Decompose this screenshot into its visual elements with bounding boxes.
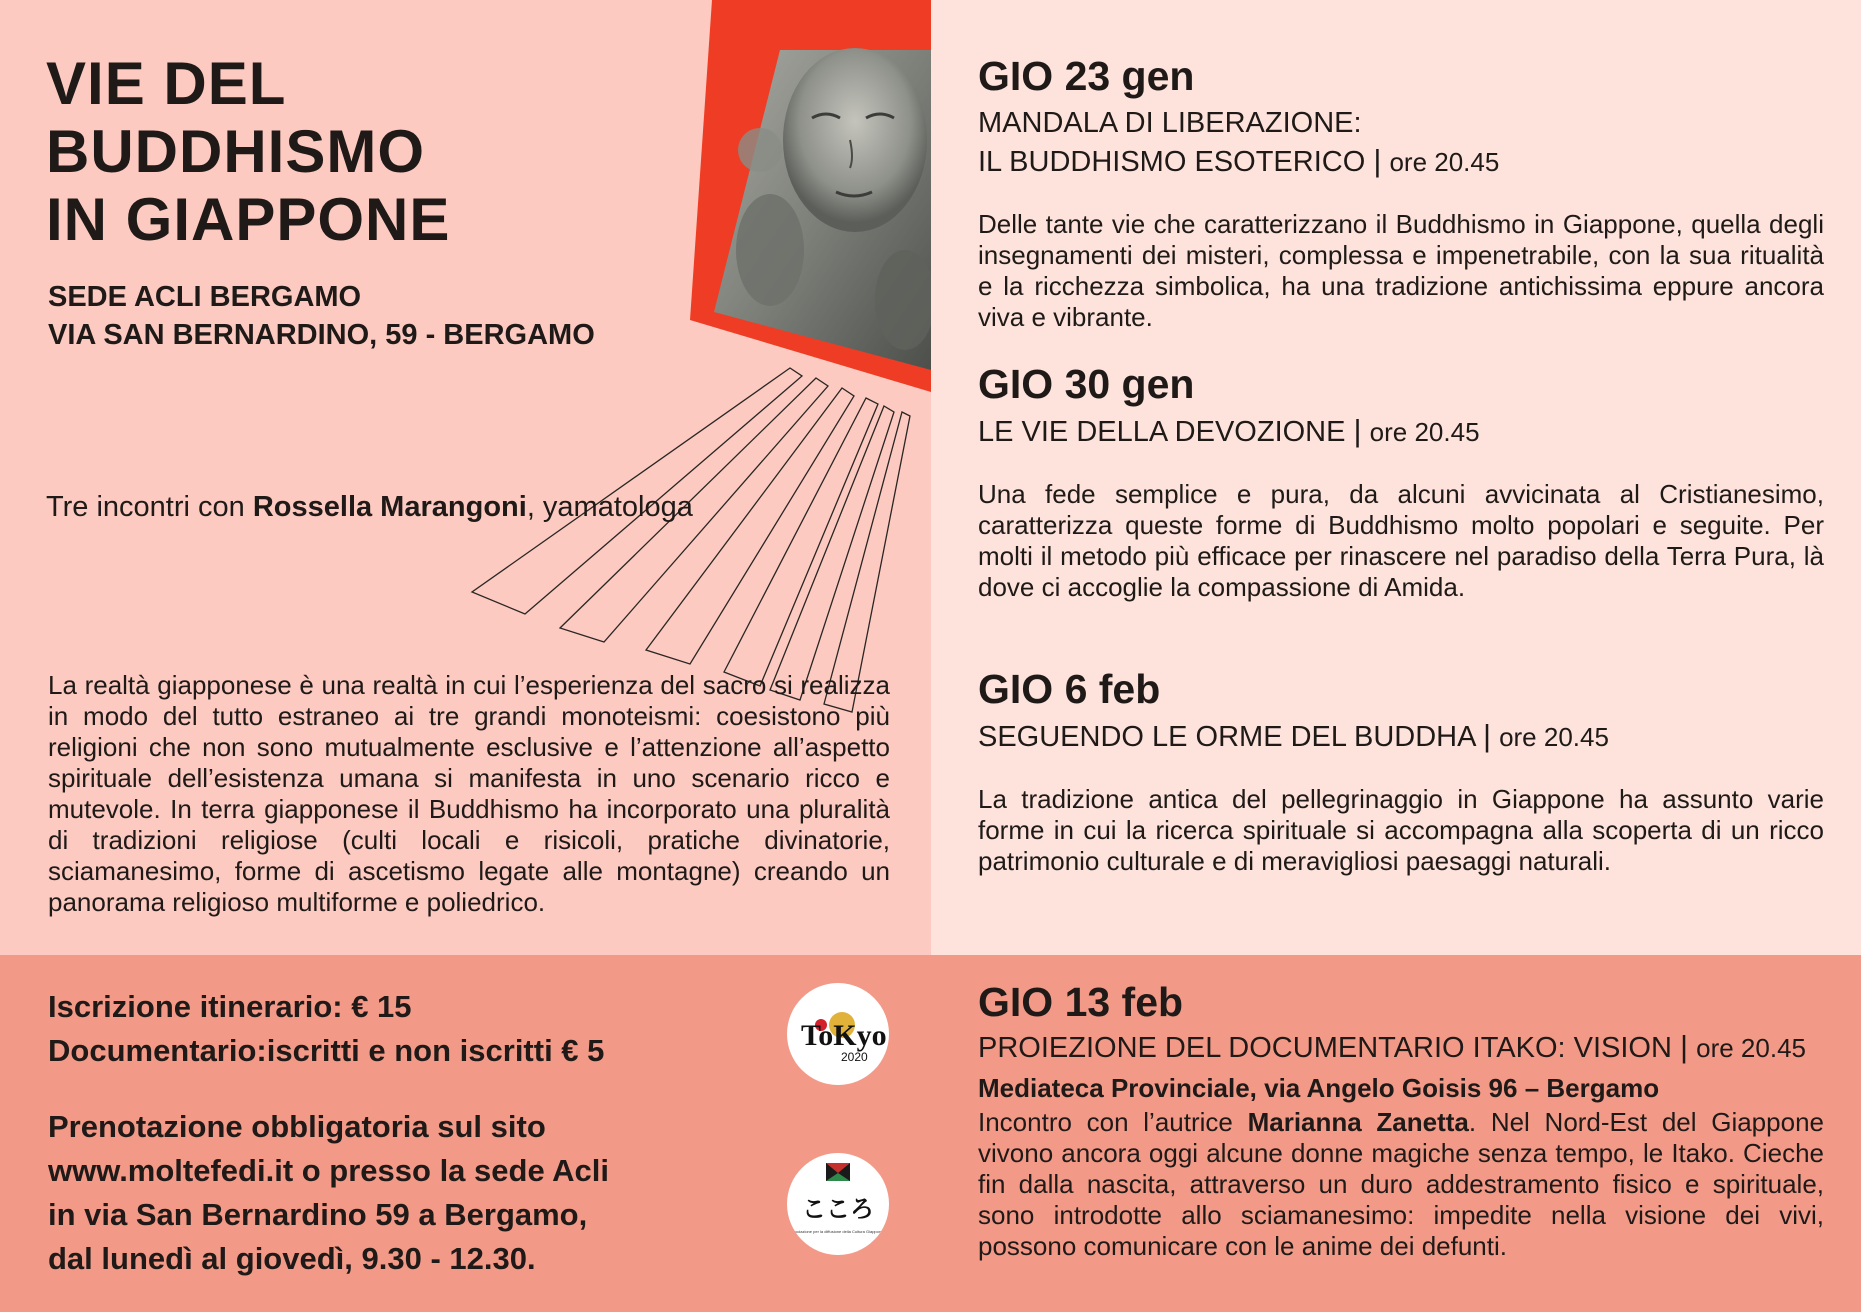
description-body: . Nel Nord-Est del Giappone vivono ancora oggi alcune donne magiche senza tempo, le Itako. Cieche fin dalla nascita, attraverso un duro addestramento fisico e spirituale, sono introdotte allo sciamanesimo: impedite nella visione dei vivi, possono comunicare con le anime dei defunti. [978, 1107, 1824, 1261]
event-description [978, 1107, 1824, 1262]
title-line-1: VIE DEL [46, 50, 287, 117]
title-line-3: IN GIAPPONE [46, 186, 451, 253]
venue-block [48, 278, 748, 354]
event-time: ore 20.45 [1369, 417, 1480, 447]
event-title [978, 1028, 1824, 1067]
event-4 [978, 978, 1824, 1262]
venue-address: VIA SAN BERNARDINO, 59 - BERGAMO [48, 319, 595, 351]
event-location: Mediateca Provinciale, via Angelo Goisis 96 – Bergamo [978, 1073, 1660, 1103]
tokyo-logo-text: ToKyo [801, 1019, 887, 1052]
title-line-2: BUDDHISMO [46, 118, 425, 185]
tokyo-2020-logo [787, 983, 889, 1085]
event-time: ore 20.45 [1389, 147, 1500, 177]
event-title-line-1: MANDALA DI LIBERAZIONE: [978, 107, 1362, 139]
fee-documentary: Documentario:iscritti e non iscritti € 5 [48, 1033, 605, 1068]
kokoro-association-logo [787, 1153, 889, 1255]
event-1 [978, 52, 1824, 333]
speaker-prefix: Tre incontri con [46, 491, 253, 523]
event-title-line-2: IL BUDDHISMO ESOTERICO [978, 146, 1366, 178]
booking-line-3: in via San Bernardino 59 a Bergamo, [48, 1197, 588, 1232]
booking-line-2: www.moltefedi.it o presso la sede Acli [48, 1153, 610, 1188]
booking-line-1: Prenotazione obbligatoria sul sito [48, 1109, 546, 1144]
speaker-line [46, 488, 746, 526]
kokoro-logo-graphic [787, 1153, 889, 1255]
event-title [978, 717, 1824, 756]
event-title-text: SEGUENDO LE ORME DEL BUDDHA [978, 721, 1475, 753]
kokoro-logo-caption: Associazione per la diffusione della Cultura Giapponese [788, 1229, 888, 1234]
event-date: GIO 6 feb [978, 666, 1161, 712]
venue-name: SEDE ACLI BERGAMO [48, 281, 362, 313]
title-separator: | [1482, 718, 1491, 753]
description-prefix: Incontro con l’autrice [978, 1107, 1248, 1137]
event-time: ore 20.45 [1499, 722, 1609, 752]
kokoro-logo-text: こころ [802, 1195, 874, 1223]
title-separator: | [1680, 1029, 1689, 1064]
intro-paragraph: La realtà giapponese è una realtà in cui l’esperienza del sacro si realizza in modo del tutto estraneo ai tre grandi monoteismi: coesistono più religioni che non sono mutualmente esclusive e l’attenzione all’aspetto spirituale dell’esistenza umana si manifesta in uno scenario ricco e mutevole. In terra giapponese il Buddhismo ha incorporato una pluralità di tradizioni religiose (culti locali e risicoli, pratiche divinatorie, sciamanesimo, forme di ascetismo legate alle montagne) creando un panorama religioso multiforme e poliedrico. [48, 670, 890, 917]
booking-line-4: dal lunedì al giovedì, 9.30 - 12.30. [48, 1241, 536, 1276]
speaker-name: Rossella Marangoni [252, 491, 527, 523]
fees-block [48, 985, 768, 1073]
author-name: Marianna Zanetta [1247, 1107, 1469, 1137]
event-3 [978, 665, 1824, 877]
event-title [978, 412, 1824, 451]
booking-info [48, 1105, 748, 1281]
event-time: ore 20.45 [1696, 1033, 1806, 1063]
tokyo-logo-graphic [787, 983, 889, 1085]
event-description: Delle tante vie che caratterizzano il Buddhismo in Giappone, quella degli insegnamenti dei misteri, complessa e impenetrabile, con la sua ritualità e la ricchezza simbolica, ha una tradizione antichissima eppure ancora viva e vibrante. [978, 209, 1824, 332]
event-description: Una fede semplice e pura, da alcuni avvicinata al Cristianesimo, caratterizza queste forme di Buddhismo molto popolari e seguite. Per molti il metodo più efficace per rinascere nel paradiso della Terra Pura, là dove ci accoglie la compassione di Amida. [978, 479, 1824, 602]
fee-itinerary: Iscrizione itinerario: € 15 [48, 989, 412, 1024]
tokyo-logo-year: 2020 [841, 1050, 868, 1064]
speaker-suffix: , yamatologa [526, 491, 693, 523]
event-date: GIO 13 feb [978, 979, 1184, 1025]
event-title [978, 104, 1824, 181]
page-title [46, 50, 686, 254]
event-description: La tradizione antica del pellegrinaggio in Giappone ha assunto varie forme in cui la ricerca spirituale si accompagna alla scoperta di un ricco patrimonio culturale e di meravigliosi paesaggi naturali. [978, 784, 1824, 876]
event-2 [978, 360, 1824, 603]
event-date: GIO 23 gen [978, 53, 1195, 99]
event-title-text: PROIEZIONE DEL DOCUMENTARIO ITAKO: VISION [978, 1032, 1672, 1064]
event-title-text: LE VIE DELLA DEVOZIONE [978, 416, 1346, 448]
title-separator: | [1353, 413, 1362, 448]
title-separator: | [1373, 143, 1382, 178]
event-date: GIO 30 gen [978, 361, 1195, 407]
